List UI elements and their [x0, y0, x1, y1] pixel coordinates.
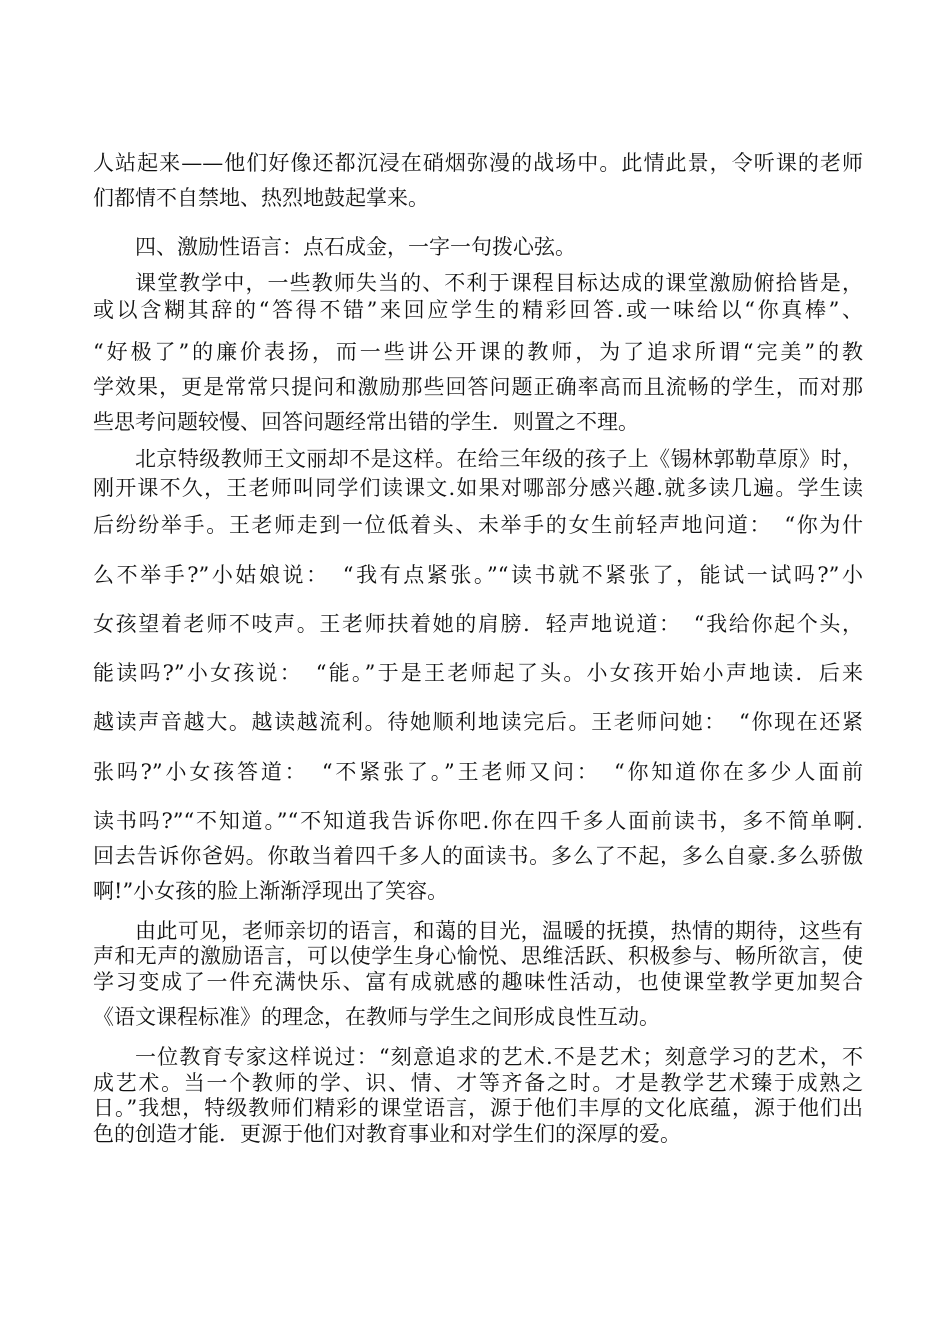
text-line: 回去告诉你爸妈。你敢当着四千多人的面读书。多么了不起，多么自豪.多么骄傲	[93, 844, 863, 868]
text-line: 读书吗?”“不知道。”“不知道我告诉你吧.你在四千多人面前读书，多不简单啊.	[93, 809, 863, 833]
text-line: 学效果，更是常常只提问和激励那些回答问题正确率高而且流畅的学生，而对那	[93, 375, 863, 399]
text-line: 们都情不自禁地、热烈地鼓起掌来。	[93, 186, 429, 210]
text-line: 能读吗?”小女孩说： “能。”于是王老师起了头。小女孩开始小声地读．后来	[93, 661, 863, 685]
text-line: 些思考问题较慢、回答问题经常出错的学生．则置之不理。	[93, 410, 639, 434]
text-line: 学习变成了一件充满快乐、富有成就感的趣味性活动，也使课堂教学更加契合	[93, 970, 863, 994]
text-line: 北京特级教师王文丽却不是这样。在给三年级的孩子上《锡林郭勒草原》时，	[135, 447, 863, 471]
text-line: 色的创造才能．更源于他们对教育事业和对学生们的深厚的爱。	[93, 1122, 681, 1146]
text-line: 一位教育专家这样说过：“刻意追求的艺术.不是艺术；刻意学习的艺术，不	[135, 1045, 863, 1069]
text-line: 女孩望着老师不吱声。王老师扶着她的肩膀．轻声地说道： “我给你起个头，	[93, 612, 863, 636]
text-line: 刚开课不久，王老师叫同学们读课文.如果对哪部分感兴趣.就多读几遍。学生读	[93, 476, 863, 500]
text-line: 《语文课程标准》的理念，在教师与学生之间形成良性互动。	[93, 1005, 660, 1029]
text-line: 么不举手?”小姑娘说： “我有点紧张。”“读书就不紧张了，能试一试吗?”小	[93, 563, 863, 587]
text-line: 啊!”小女孩的脸上渐渐浮现出了笑容。	[93, 879, 449, 903]
text-line: 成艺术。当一个教师的学、识、情、才等齐备之时。才是教学艺术臻于成熟之	[93, 1071, 863, 1095]
text-line: 由此可见，老师亲切的语言，和蔼的目光，温暖的抚摸，热情的期待，这些有	[135, 919, 863, 943]
text-line: 人站起来——他们好像还都沉浸在硝烟弥漫的战场中。此情此景，令听课的老师	[93, 151, 863, 175]
text-line: “好极了”的廉价表扬，而一些讲公开课的教师，为了追求所谓“完美”的教	[93, 340, 863, 364]
text-line: 声和无声的激励语言，可以使学生身心愉悦、思维活跃、积极参与、畅所欲言，使	[93, 944, 863, 968]
section-heading: 四、激励性语言：点石成金，一字一句拨心弦。	[135, 235, 576, 259]
text-line: 越读声音越大。越读越流利。待她顺利地读完后。王老师问她： “你现在还紧	[93, 710, 863, 734]
text-line: 或以含糊其辞的“答得不错”来回应学生的精彩回答.或一味给以“你真棒”、	[93, 298, 863, 322]
text-line: 课堂教学中，一些教师失当的、不利于课程目标达成的课堂激励俯拾皆是，	[135, 271, 863, 295]
text-line: 张吗?”小女孩答道： “不紧张了。”王老师又问： “你知道你在多少人面前	[93, 760, 863, 784]
text-line: 后纷纷举手。王老师走到一位低着头、未举手的女生前轻声地问道： “你为什	[93, 513, 863, 537]
text-line: 日。”我想，特级教师们精彩的课堂语言，源于他们丰厚的文化底蕴，源于他们出	[93, 1096, 863, 1120]
